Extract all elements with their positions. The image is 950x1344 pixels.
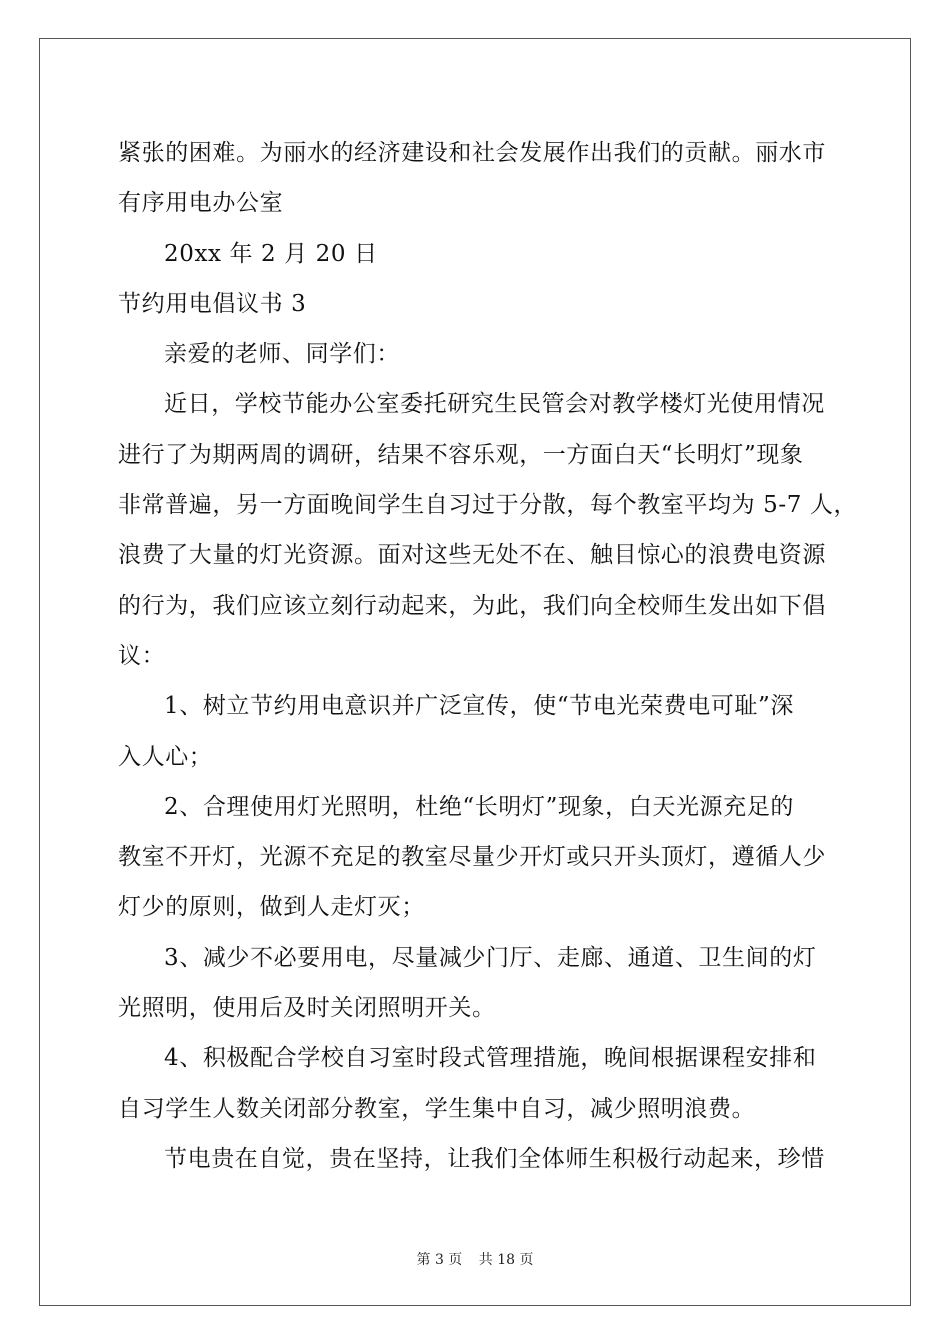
text-line: 有序用电办公室 <box>118 190 284 217</box>
page-footer <box>0 1249 950 1269</box>
text-line: 紧张的困难。为丽水的经济建设和社会发展作出我们的贡献。丽水市 <box>118 140 826 166</box>
text-line: 灯少的原则，做到人走灯灭； <box>118 894 425 921</box>
list-item: 4、积极配合学校自习室时段式管理措施，晚间根据课程安排和 <box>164 1045 817 1072</box>
page-total: 共 18 页 <box>478 1252 534 1268</box>
text-line: 议： <box>118 642 166 669</box>
text-line: 近日，学校节能办公室委托研究生民管会对教学楼灯光使用情况 <box>164 391 825 418</box>
list-item: 3、减少不必要用电，尽量减少门厅、走廊、通道、卫生间的灯 <box>164 944 817 971</box>
page-number: 第 3 页 <box>416 1252 463 1268</box>
text-line: 教室不开灯，光源不充足的教室尽量少开灯或只开头顶灯，遵循人少 <box>118 844 826 871</box>
document-body <box>118 128 858 1184</box>
text-line: 非常普遍，另一方面晚间学生自习过于分散，每个教室平均为 5-7 人， <box>118 492 858 519</box>
text-line: 自习学生人数关闭部分教室，学生集中自习，减少照明浪费。 <box>118 1095 756 1122</box>
text-line: 光照明，使用后及时关闭照明开关。 <box>118 995 496 1022</box>
text-line: 节电贵在自觉，贵在坚持，让我们全体师生积极行动起来，珍惜 <box>164 1145 825 1172</box>
text-line: 浪费了大量的灯光资源。面对这些无处不在、触目惊心的浪费电资源 <box>118 542 826 569</box>
text-line: 进行了为期两周的调研，结果不容乐观，一方面白天“长明灯”现象 <box>118 441 804 468</box>
date-line: 20xx 年 2 月 20 日 <box>164 240 378 267</box>
salutation: 亲爱的老师、同学们： <box>164 341 400 368</box>
list-item: 1、树立节约用电意识并广泛宣传，使“节电光荣费电可耻”深 <box>164 693 794 720</box>
list-item: 2、合理使用灯光照明，杜绝“长明灯”现象，白天光源充足的 <box>164 793 794 820</box>
text-line: 的行为，我们应该立刻行动起来，为此，我们向全校师生发出如下倡 <box>118 592 826 619</box>
section-title: 节约用电倡议书 3 <box>118 290 307 317</box>
text-line: 入人心； <box>118 743 213 770</box>
